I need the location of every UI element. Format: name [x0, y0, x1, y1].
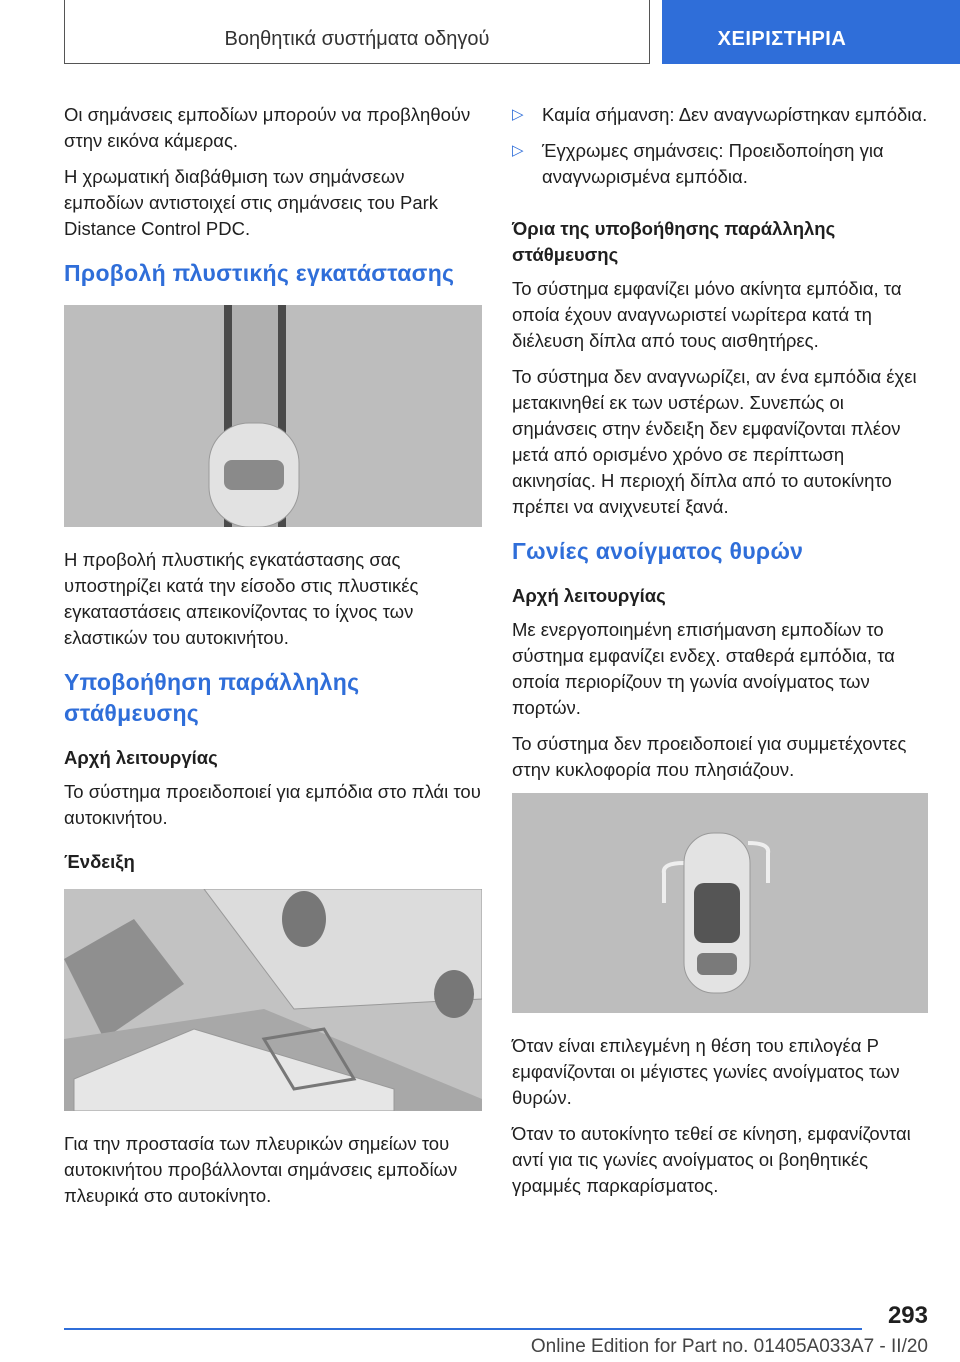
triangle-bullet-icon: ▷	[512, 106, 524, 123]
paragraph: Όταν το αυτοκίνητο τεθεί σε κίνηση, εμφανίζονται αντί για τις γωνίες ανοίγματος οι βοηθητικές γραμμές παρκαρίσματος.	[512, 1123, 911, 1196]
footer-divider	[64, 1328, 862, 1330]
chapter-tab[interactable]	[662, 0, 960, 64]
paragraph: Το σύστημα δεν προειδοποιεί για συμμετέχοντες στην κυκλοφορία που πλησιάζουν.	[512, 733, 907, 780]
paragraph: Το σύστημα εμφανίζει μόνο ακίνητα εμπόδια, τα οποία έχουν αναγνωριστεί νωρίτερα κατά τη διέλευση δίπλα από τους αισθητήρες.	[512, 278, 902, 351]
page-number: 293	[887, 1302, 928, 1329]
paragraph: Η προβολή πλυστικής εγκατάστασης σας υποστηρίζει κατά την είσοδο στις πλυστικές εγκαταστάσεις απεικονίζοντας το ίχνος των ελαστικών του αυτοκινήτου.	[64, 549, 419, 648]
list-item	[512, 102, 930, 128]
heading-principle: Αρχή λειτουργίας	[64, 747, 218, 768]
triangle-bullet-icon: ▷	[512, 142, 524, 159]
heading-display: Ένδειξη	[64, 851, 135, 872]
heading-parallel-parking: Υποβοήθηση παράλληλης στάθμευσης	[64, 669, 360, 726]
heading-car-wash-view: Προβολή πλυστικής εγκατάστασης	[64, 260, 455, 286]
heading-limits: Όρια της υποβοήθησης παράλληλης στάθμευσης	[512, 218, 836, 265]
list-item-text: Καμία σήμανση: Δεν αναγνωρίστηκαν εμπόδια.	[542, 104, 928, 125]
paragraph: Το σύστημα δεν αναγνωρίζει, αν ένα εμπόδια έχει μετακινηθεί εκ των υστέρων. Συνεπώς οι σημάνσεις στην ένδειξη δεν εμφανίζονται πλέον μετά από ορισμένο χρόνο σε περίπτωση ακινησίας. Η περιοχή δίπλα από το αυτοκίνητο πρέπει να ανιχνευτεί ξανά.	[512, 366, 917, 517]
marker-list	[512, 102, 930, 190]
door-angle-figure	[512, 793, 928, 1013]
paragraph: Η χρωματική διαβάθμιση των σημάνσεων εμποδίων αντιστοιχεί στις σημάνσεις του Park Distance Control PDC.	[64, 166, 439, 239]
edition-note: Online Edition for Part no. 01405A033A7 - II/20	[530, 1336, 928, 1357]
paragraph: Οι σημάνσεις εμποδίων μπορούν να προβληθούν στην εικόνα κάμερας.	[64, 104, 471, 151]
section-title: Βοηθητικά συστήματα οδηγού	[224, 28, 490, 50]
side-obstacle-figure	[64, 889, 482, 1111]
list-item-text: Έγχρωμες σημάνσεις: Προειδοποίηση για αναγνωρισμένα εμπόδια.	[542, 140, 884, 187]
heading-principle: Αρχή λειτουργίας	[512, 585, 666, 606]
right-column	[512, 102, 930, 1209]
paragraph: Όταν είναι επιλεγμένη η θέση του επιλογέα P εμφανίζονται οι μέγιστες γωνίες ανοίγματος των θυρών.	[512, 1035, 900, 1108]
paragraph: Το σύστημα προειδοποιεί για εμπόδια στο πλάι του αυτοκινήτου.	[64, 781, 481, 828]
chapter-tab-label: ΧΕΙΡΙΣΤΗΡΙΑ	[717, 28, 847, 50]
car-wash-figure	[64, 305, 482, 527]
left-column	[64, 102, 482, 1219]
heading-door-angles: Γωνίες ανοίγματος θυρών	[512, 538, 804, 564]
paragraph: Για την προστασία των πλευρικών σημείων του αυτοκινήτου προβάλλονται σημάνσεις εμποδίων πλευρικά στο αυτοκίνητο.	[64, 1133, 458, 1206]
list-item	[512, 138, 930, 190]
paragraph: Με ενεργοποιημένη επισήμανση εμποδίων το σύστημα εμφανίζει ενδεχ. σταθερά εμπόδια, τα οποία περιορίζουν τη γωνία ανοίγματος των πορτών.	[512, 619, 895, 718]
